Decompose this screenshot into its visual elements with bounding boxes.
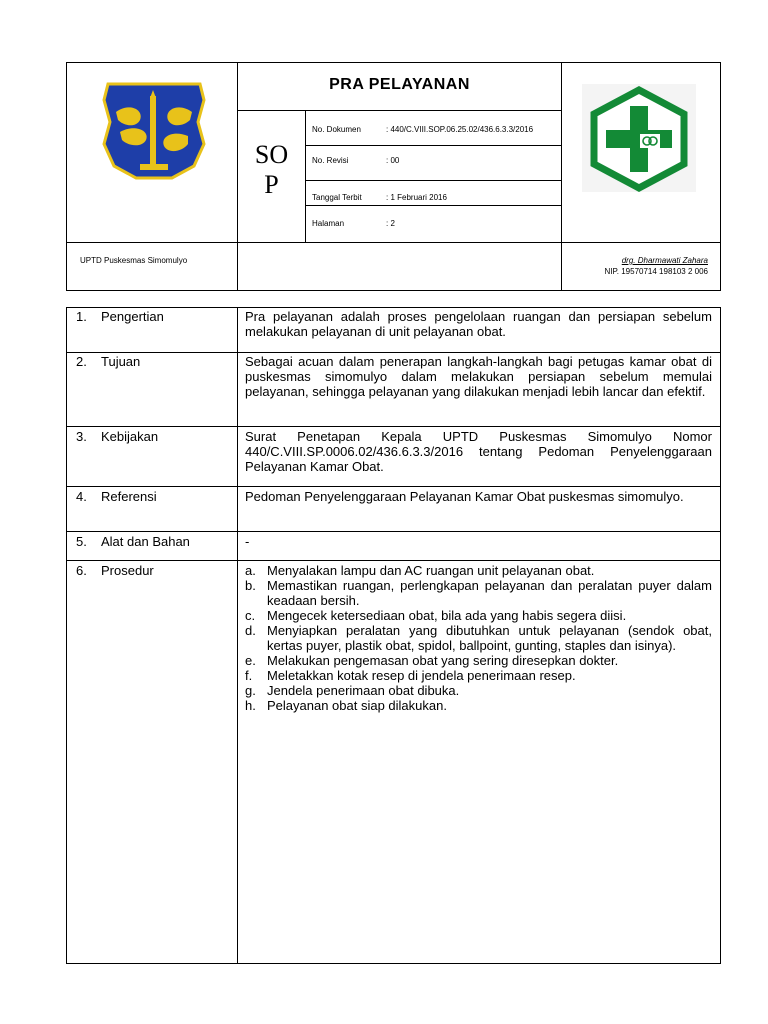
title-sep xyxy=(237,110,562,111)
procedure-item xyxy=(245,668,712,683)
table-border-right xyxy=(720,307,721,964)
procedure-marker: g. xyxy=(245,683,256,698)
puskesmas-logo-icon xyxy=(582,84,696,192)
table-border-left xyxy=(66,307,67,964)
table-col-sep xyxy=(237,307,238,964)
procedure-marker: h. xyxy=(245,698,256,713)
procedure-item xyxy=(245,623,712,653)
procedure-text: Menyiapkan peralatan yang dibutuhkan untuk pelayanan (sendok obat, kertas puyer, plastik obat, spidol, ballpoint, gunting, staples dan isinya). xyxy=(267,623,712,653)
row-number: 2. xyxy=(76,354,87,369)
row-text: Surat Penetapan Kepala UPTD Puskesmas Simomulyo Nomor 440/C.VIII.SP.0006.02/436.6.3.3/2016 tentang Pedoman Penyelenggaraan Pelayanan Kamar Obat. xyxy=(245,429,712,474)
procedure-text: Meletakkan kotak resep di jendela penerimaan resep. xyxy=(267,668,576,683)
meta-value: : 00 xyxy=(386,156,400,165)
sop-label xyxy=(238,140,305,200)
procedure-marker: f. xyxy=(245,668,253,683)
row-text: Pra pelayanan adalah proses pengelolaan ruangan dan persiapan sebelum melakukan pelayanan di unit pelayanan obat. xyxy=(245,309,712,339)
meta-sep-3 xyxy=(305,205,562,206)
header-border-right xyxy=(720,62,721,291)
procedure-marker: c. xyxy=(245,608,256,623)
table-row-sep xyxy=(66,426,721,427)
sop-meta-sep xyxy=(305,110,306,243)
table-border-bottom xyxy=(66,963,721,964)
procedure-marker: b. xyxy=(245,578,256,593)
procedure-text: Melakukan pengemasan obat yang sering diresepkan dokter. xyxy=(267,653,619,668)
meta-sep-1 xyxy=(305,145,562,146)
procedure-item xyxy=(245,608,712,623)
unit-name: UPTD Puskesmas Simomulyo xyxy=(80,256,188,265)
row-number: 5. xyxy=(76,534,87,549)
signer-name: drg. Dharmawati Zahara xyxy=(621,256,708,265)
procedure-item xyxy=(245,578,712,608)
header-row-sep xyxy=(66,242,721,243)
table-row-sep xyxy=(66,560,721,561)
procedure-text: Pelayanan obat siap dilakukan. xyxy=(267,698,447,713)
row-label: Tujuan xyxy=(101,354,141,369)
row-number: 3. xyxy=(76,429,87,444)
document-title: PRA PELAYANAN xyxy=(329,76,470,93)
table-row-sep xyxy=(66,486,721,487)
procedure-text: Mengecek ketersediaan obat, bila ada yang habis segera diisi. xyxy=(267,608,627,623)
procedure-text: Memastikan ruangan, perlengkapan pelayanan dan peralatan puyer dalam keadaan bersih. xyxy=(267,578,712,608)
row-text: - xyxy=(245,534,250,549)
procedure-item xyxy=(245,683,712,698)
row-text: Sebagai acuan dalam penerapan langkah-langkah bagi petugas kamar obat di puskesmas simomulyo dalam melakukan persiapan sebelum memulai pelayanan, sehingga pelayanan yang dilakukan menjadi lebih lancar dan efektif. xyxy=(245,354,712,399)
row-number: 1. xyxy=(76,309,87,324)
row-text: Pedoman Penyelenggaraan Pelayanan Kamar Obat puskesmas simomulyo. xyxy=(245,489,684,504)
row-label: Prosedur xyxy=(101,563,154,578)
city-emblem-icon xyxy=(98,82,210,180)
procedure-text: Jendela penerimaan obat dibuka. xyxy=(267,683,460,698)
sop-label-line1: SO xyxy=(254,140,289,169)
procedure-list xyxy=(245,563,712,713)
procedure-marker: a. xyxy=(245,563,256,578)
row-label: Pengertian xyxy=(101,309,164,324)
meta-sep-2 xyxy=(305,180,562,181)
table-border-top xyxy=(66,307,721,308)
sop-label-line2: P xyxy=(264,170,279,199)
meta-value: : 1 Februari 2016 xyxy=(386,193,447,202)
meta-value: : 440/C.VIII.SOP.06.25.02/436.6.3.3/2016 xyxy=(386,125,534,134)
procedure-item xyxy=(245,563,712,578)
header-border-bottom xyxy=(66,290,721,291)
row-label: Alat dan Bahan xyxy=(101,534,190,549)
table-row-sep xyxy=(66,352,721,353)
meta-label: No. Revisi xyxy=(312,156,349,165)
row-label: Kebijakan xyxy=(101,429,159,444)
procedure-marker: e. xyxy=(245,653,256,668)
meta-label: No. Dokumen xyxy=(312,125,361,134)
row-number: 6. xyxy=(76,563,87,578)
procedure-item xyxy=(245,653,712,668)
procedure-text: Menyalakan lampu dan AC ruangan unit pelayanan obat. xyxy=(267,563,595,578)
meta-value: : 2 xyxy=(386,219,395,228)
table-row-sep xyxy=(66,531,721,532)
header-border-top xyxy=(66,62,721,63)
header-border-left xyxy=(66,62,67,291)
row-label: Referensi xyxy=(101,489,157,504)
row-number: 4. xyxy=(76,489,87,504)
meta-label: Halaman xyxy=(312,219,345,228)
meta-label: Tanggal Terbit xyxy=(312,193,362,202)
procedure-marker: d. xyxy=(245,623,256,638)
procedure-item xyxy=(245,698,712,713)
signer-nip: NIP. 19570714 198103 2 006 xyxy=(604,267,708,276)
